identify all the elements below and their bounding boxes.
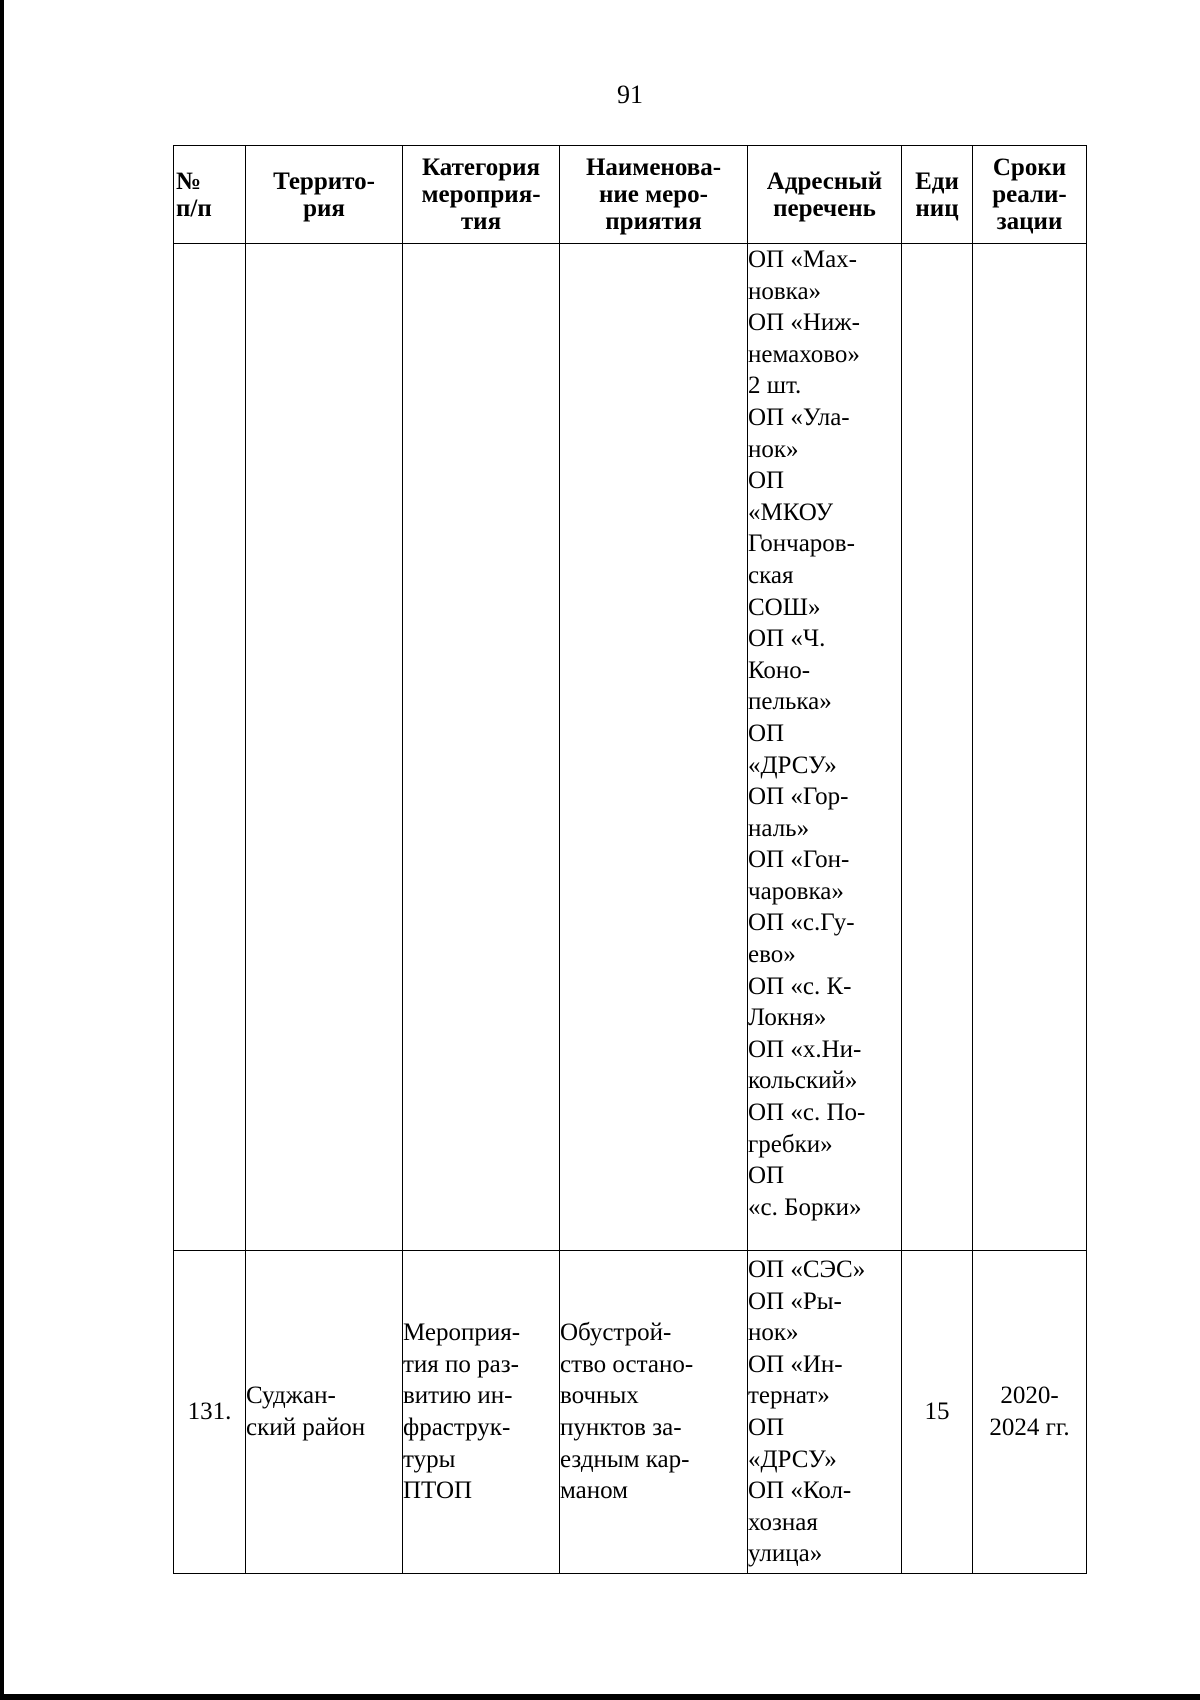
cell-territory: Суджан- ский район <box>246 1251 403 1574</box>
table-row-continuation <box>174 244 1087 1251</box>
header-measure-name: Наименова- ние меро- приятия <box>560 146 748 244</box>
cell-number: 131. <box>174 1251 246 1574</box>
page-number: 91 <box>617 80 643 109</box>
scan-edge-left <box>0 0 4 1700</box>
header-units: Еди ниц <box>902 146 973 244</box>
cell-units-empty <box>902 244 973 1251</box>
table-header-row <box>174 146 1087 244</box>
cell-address-list: ОП «Мах- новка» ОП «Ниж- немахово» 2 шт. ОП «Ула- нок» ОП «МКОУ Гончаров- ская СОШ» ОП «Ч. Коно- пелька» ОП «ДРСУ» ОП «Гор- наль» ОП «Гон- чаровка» ОП «с.Гу- ево» ОП «с. К- Локня» ОП «х.Ни- кольский» ОП «с. По- гребки» ОП «с. Борки» <box>748 244 902 1251</box>
table-row-131 <box>174 1251 1087 1574</box>
cell-units: 15 <box>902 1251 973 1574</box>
cell-name-empty <box>560 244 748 1251</box>
cell-address-list: ОП «СЭС» ОП «Ры- нок» ОП «Ин- тернат» ОП «ДРСУ» ОП «Кол- хозная улица» <box>748 1251 902 1574</box>
header-number: № п/п <box>174 146 246 244</box>
cell-number-empty <box>174 244 246 1251</box>
header-address-list: Адресный перечень <box>748 146 902 244</box>
scan-edge-bottom <box>0 1694 1200 1700</box>
cell-category-empty <box>403 244 560 1251</box>
cell-territory-empty <box>246 244 403 1251</box>
cell-period-empty <box>973 244 1087 1251</box>
cell-category: Мероприя- тия по раз- витию ин- фраструк- туры ПТОП <box>403 1251 560 1574</box>
cell-period: 2020- 2024 гг. <box>973 1251 1087 1574</box>
header-period: Сроки реали- зации <box>973 146 1087 244</box>
cell-measure-name: Обустрой- ство остано- вочных пунктов за- ездным кар- маном <box>560 1251 748 1574</box>
header-territory: Террито- рия <box>246 146 403 244</box>
measures-table <box>173 145 1087 1574</box>
header-category: Категория мероприя- тия <box>403 146 560 244</box>
